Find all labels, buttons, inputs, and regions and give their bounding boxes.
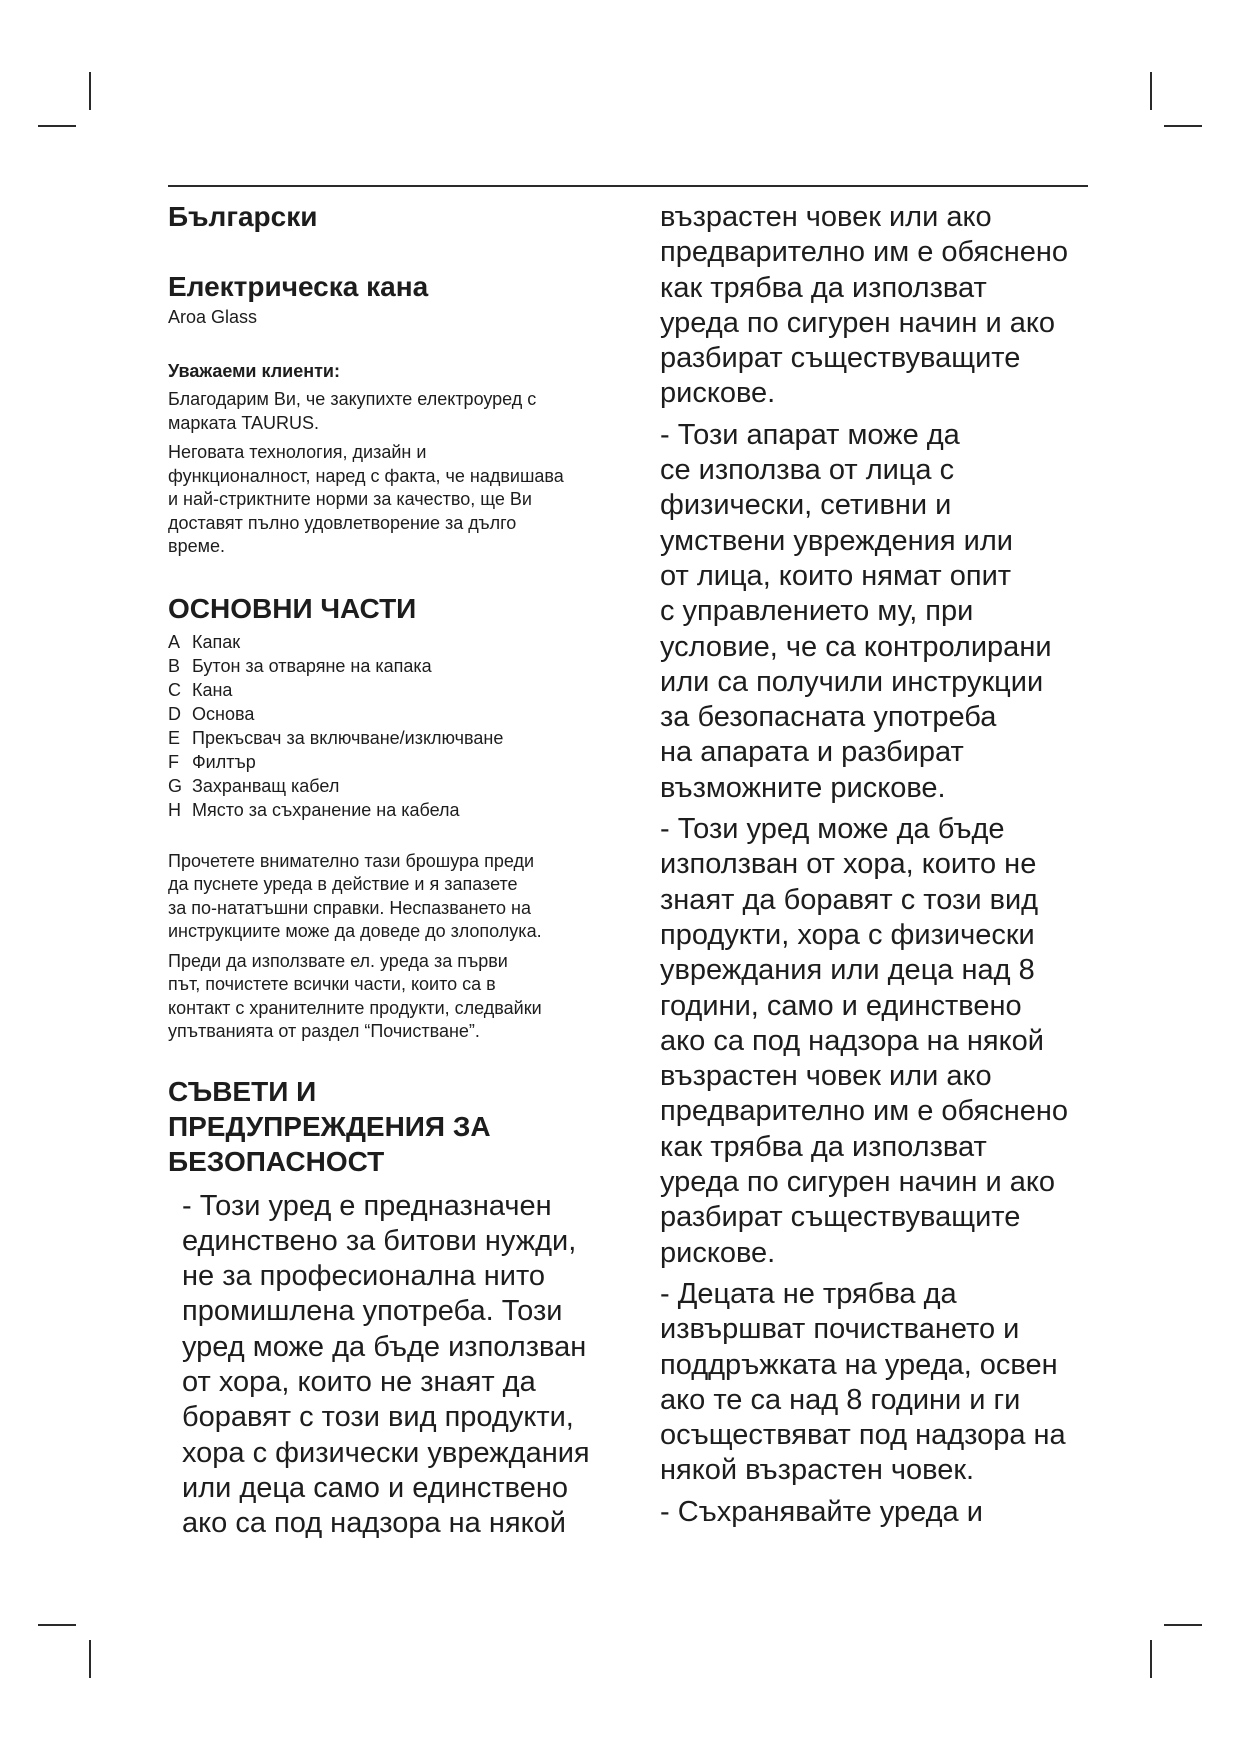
text-line: как трябва да използват bbox=[660, 1130, 987, 1163]
safety-paragraph-right-3 bbox=[660, 812, 1100, 1271]
text-line: - Този уред е предназначен bbox=[182, 1189, 552, 1222]
text-line: увреждания или деца над 8 bbox=[660, 954, 1035, 987]
text-line: функционалност, наред с факта, че надвишава bbox=[168, 465, 564, 486]
crop-mark-top-left-horizontal bbox=[38, 125, 76, 127]
instructions-block bbox=[168, 850, 628, 1044]
text-line: осъществяват под надзора на bbox=[660, 1419, 1066, 1452]
part-letter: B bbox=[168, 655, 181, 676]
safety-paragraph-left-1 bbox=[168, 1189, 628, 1542]
part-letter: E bbox=[168, 727, 181, 748]
part-label: Капак bbox=[192, 631, 241, 652]
text-line: - Този уред може да бъде bbox=[660, 813, 1005, 846]
part-letter: A bbox=[168, 631, 181, 652]
text-line: ако те са над 8 години и ги bbox=[660, 1383, 1021, 1416]
intro-paragraph-2 bbox=[168, 441, 628, 559]
text-line: знаят да боравят с този вид bbox=[660, 883, 1039, 916]
text-line: как трябва да използват bbox=[660, 271, 987, 304]
right-column bbox=[660, 200, 1100, 1536]
text-line: предварително им е обяснено bbox=[660, 1095, 1068, 1128]
text-line: уред може да бъде използван bbox=[182, 1330, 587, 1363]
part-label: Място за съхранение на кабела bbox=[192, 799, 460, 820]
safety-heading-line: БЕЗОПАСНОСТ bbox=[168, 1145, 385, 1177]
text-line: възможните рискове. bbox=[660, 771, 946, 804]
safety-heading-line: ПРЕДУПРЕЖДЕНИЯ ЗА bbox=[168, 1110, 491, 1142]
crop-mark-bottom-right-vertical bbox=[1150, 1640, 1152, 1678]
text-line: време. bbox=[168, 536, 225, 556]
safety-paragraph-right-4 bbox=[660, 1277, 1100, 1489]
text-line: за по-нататъшни справки. Неспазването на bbox=[168, 897, 531, 918]
text-line: път, почистете всички части, които са в bbox=[168, 974, 496, 994]
crop-mark-bottom-right-horizontal bbox=[1164, 1624, 1202, 1626]
text-line: не за професионална нито bbox=[182, 1260, 546, 1293]
text-line: използван от хора, които не bbox=[660, 848, 1037, 881]
product-title: Електрическа кана bbox=[168, 271, 429, 302]
crop-mark-top-right-horizontal bbox=[1164, 125, 1202, 127]
text-line: - Децата не трябва да bbox=[660, 1277, 957, 1310]
crop-mark-top-left-vertical bbox=[89, 72, 91, 110]
part-label: Бутон за отваряне на капака bbox=[192, 655, 432, 676]
model-name: Aroa Glass bbox=[168, 307, 258, 327]
parts-list-item bbox=[168, 654, 628, 678]
text-line: - Този апарат може да bbox=[660, 418, 960, 451]
text-line: физически, сетивни и bbox=[660, 489, 952, 522]
text-line: единствено за битови нужди, bbox=[182, 1224, 577, 1257]
text-line: уреда по сигурен начин и ако bbox=[660, 1166, 1055, 1199]
part-label: Основа bbox=[192, 703, 255, 724]
text-line: и най-стриктните норми за качество, ще Ви bbox=[168, 489, 532, 509]
text-line: рискове. bbox=[660, 1236, 776, 1269]
parts-list-item bbox=[168, 678, 628, 702]
instructions-paragraph-1 bbox=[168, 850, 628, 944]
part-letter: H bbox=[168, 799, 181, 820]
parts-list-item bbox=[168, 726, 628, 750]
text-line: инструкциите може да доведе до злополука. bbox=[168, 921, 542, 941]
intro-paragraph-1 bbox=[168, 388, 628, 435]
part-label: Кана bbox=[192, 679, 233, 700]
text-line: контакт с хранителните продукти, следвайки bbox=[168, 997, 542, 1018]
text-line: доставят пълно удовлетворение за дълго bbox=[168, 512, 517, 533]
language-heading: Български bbox=[168, 201, 318, 232]
parts-list-item bbox=[168, 774, 628, 798]
parts-list-item bbox=[168, 702, 628, 726]
text-line: възрастен човек или ако bbox=[660, 1060, 992, 1093]
part-label: Прекъсвач за включване/изключване bbox=[192, 727, 504, 748]
top-rule bbox=[168, 185, 1088, 187]
safety-paragraph-right-5 bbox=[660, 1495, 1100, 1530]
text-line: продукти, хора с физически bbox=[660, 918, 1035, 951]
text-line: Неговата технология, дизайн и bbox=[168, 442, 427, 462]
text-line: разбират съществуващите bbox=[660, 342, 1021, 375]
text-line: предварително им е обяснено bbox=[660, 236, 1068, 269]
instructions-paragraph-2 bbox=[168, 950, 628, 1044]
text-line: от хора, които не знаят да bbox=[182, 1365, 536, 1398]
part-letter: D bbox=[168, 703, 181, 724]
safety-paragraph-right-1 bbox=[660, 200, 1100, 412]
text-line: или деца само и единствено bbox=[182, 1471, 568, 1504]
text-line: разбират съществуващите bbox=[660, 1201, 1021, 1234]
text-line: на апарата и разбират bbox=[660, 736, 964, 769]
text-line: години, само и единствено bbox=[660, 989, 1022, 1022]
part-label: Филтър bbox=[192, 751, 256, 772]
text-line: упътванията от раздел “Почистване”. bbox=[168, 1021, 480, 1041]
crop-mark-bottom-left-horizontal bbox=[38, 1624, 76, 1626]
part-letter: C bbox=[168, 679, 181, 700]
left-column bbox=[168, 200, 628, 1547]
parts-heading: ОСНОВНИ ЧАСТИ bbox=[168, 592, 417, 624]
text-line: Преди да използвате ел. уреда за първи bbox=[168, 950, 508, 971]
text-line: извършват почистването и bbox=[660, 1313, 1020, 1346]
safety-heading bbox=[168, 1074, 628, 1179]
part-letter: G bbox=[168, 775, 183, 796]
parts-list-item bbox=[168, 750, 628, 774]
text-line: - Съхранявайте уреда и bbox=[660, 1495, 983, 1528]
text-line: условие, че са контролирани bbox=[660, 630, 1052, 663]
part-letter: F bbox=[168, 751, 179, 772]
text-line: да пуснете уреда в действие и я запазете bbox=[168, 874, 518, 894]
text-line: рискове. bbox=[660, 377, 776, 410]
crop-mark-bottom-left-vertical bbox=[89, 1640, 91, 1678]
part-label: Захранващ кабел bbox=[192, 775, 340, 796]
greeting: Уважаеми клиенти: bbox=[168, 361, 340, 381]
parts-list bbox=[168, 630, 628, 822]
text-line: Благодарим Ви, че закупихте електроуред с bbox=[168, 389, 537, 409]
text-line: уреда по сигурен начин и ако bbox=[660, 306, 1055, 339]
text-line: умствени увреждения или bbox=[660, 524, 1013, 557]
text-line: с управлението му, при bbox=[660, 595, 974, 628]
safety-paragraph-right-2 bbox=[660, 418, 1100, 806]
text-line: някой възрастен човек. bbox=[660, 1454, 975, 1487]
parts-list-item bbox=[168, 630, 628, 654]
text-line: поддръжката на уреда, освен bbox=[660, 1348, 1058, 1381]
text-line: от лица, които нямат опит bbox=[660, 559, 1012, 592]
text-line: възрастен човек или ако bbox=[660, 201, 992, 233]
parts-list-item bbox=[168, 798, 628, 822]
text-line: ако са под надзора на някой bbox=[182, 1507, 566, 1540]
crop-mark-top-right-vertical bbox=[1150, 72, 1152, 110]
text-line: или са получили инструкции bbox=[660, 665, 1044, 698]
text-line: хора с физически увреждания bbox=[182, 1436, 590, 1469]
text-line: се използва от лица с bbox=[660, 454, 955, 487]
text-line: промишлена употреба. Този bbox=[182, 1295, 563, 1328]
text-line: Прочетете внимателно тази брошура преди bbox=[168, 850, 535, 871]
text-line: ако са под надзора на някой bbox=[660, 1024, 1044, 1057]
text-line: боравят с този вид продукти, bbox=[182, 1401, 574, 1434]
safety-heading-line: СЪВЕТИ И bbox=[168, 1075, 317, 1107]
text-line: марката TAURUS. bbox=[168, 412, 320, 433]
text-line: за безопасната употреба bbox=[660, 701, 997, 734]
